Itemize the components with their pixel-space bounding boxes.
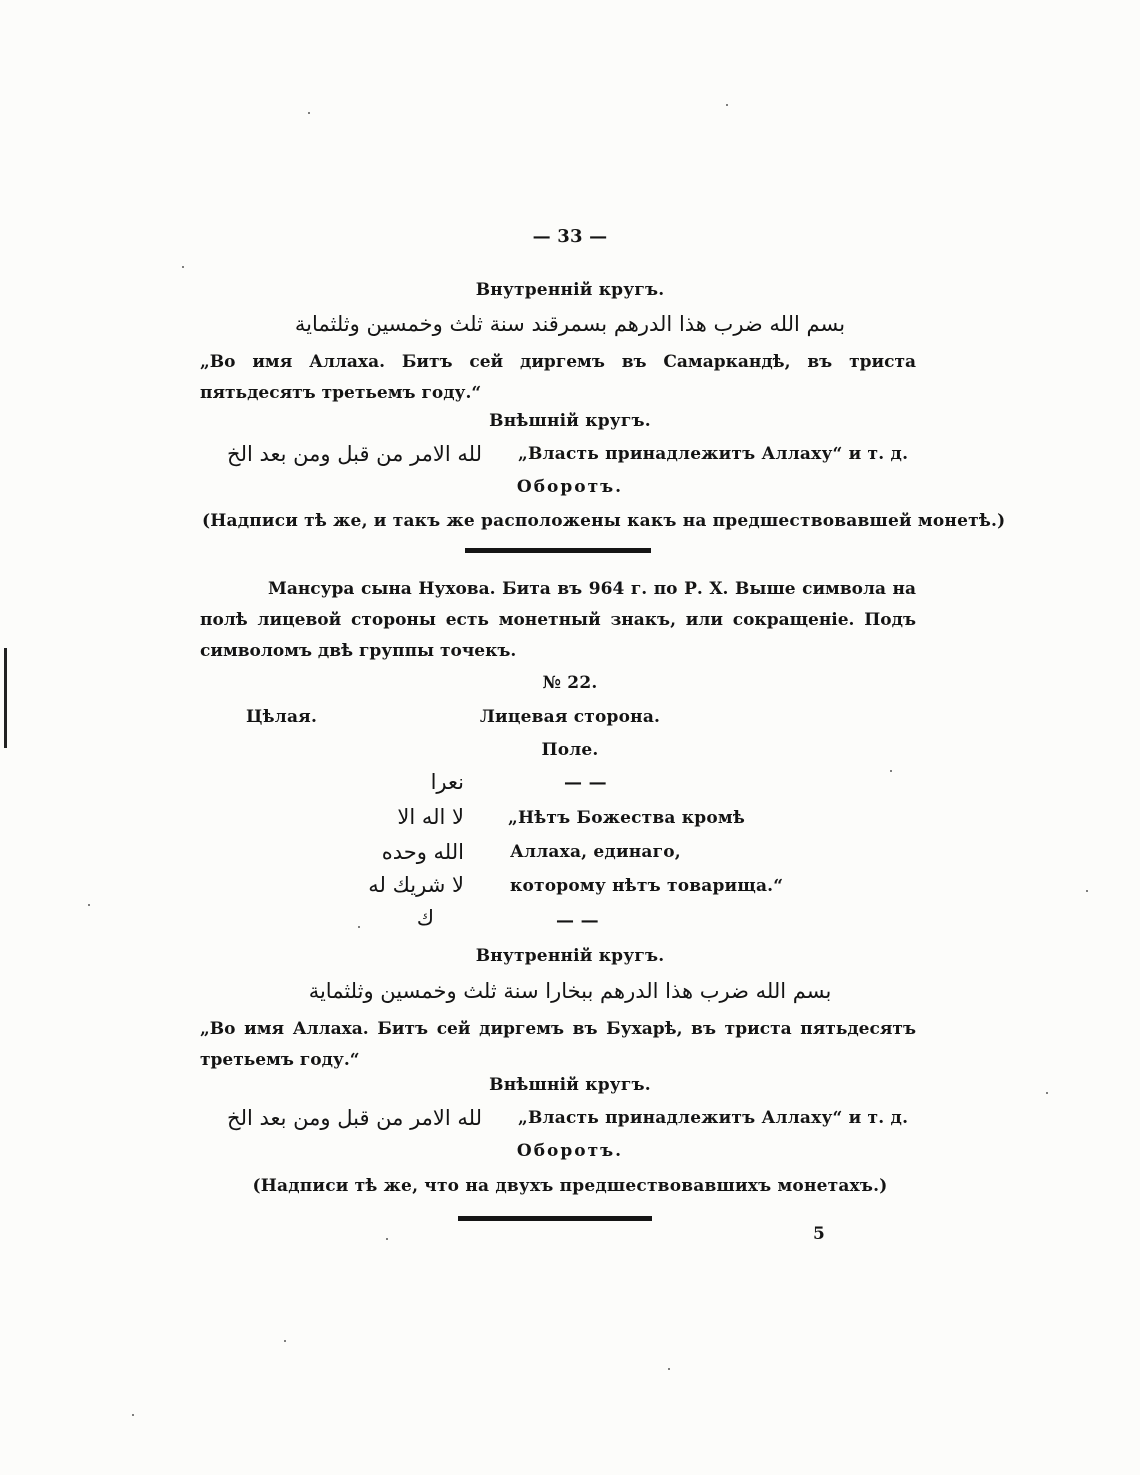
section-divider [465, 548, 651, 553]
scan-speck [308, 112, 310, 114]
field-arabic-row-3: الله وحده [381, 840, 464, 864]
reverse-note: (Надписи тѣ же, и такъ же расположены какъ на предшествовавшей монетѣ.) [202, 511, 1006, 531]
field-translation-row-4: которому нѣтъ товарища.“ [510, 876, 784, 896]
inner-circle-arabic-2: بسم الله ضرب هذا الدرهم ببخارا سنة ثلث وخمسين وثلثماية [308, 979, 832, 1003]
field-arabic-row-5: ك [416, 906, 434, 930]
scan-speck [182, 266, 184, 268]
inner-circle-heading-2: Внутренній кругъ. [475, 946, 665, 966]
outer-circle-heading: Внѣшній кругъ. [489, 411, 651, 431]
outer-circle-heading-2: Внѣшній кругъ. [489, 1075, 651, 1095]
field-translation-row-1: — — [564, 772, 607, 793]
outer-circle-translation: „Власть принадлежитъ Аллаху“ и т. д. [518, 444, 909, 464]
field-translation-row-5: — — [556, 910, 599, 931]
closing-rule [458, 1216, 652, 1221]
scan-speck [386, 1238, 388, 1240]
field-translation-row-3: Аллаха, единаго, [510, 842, 681, 862]
inner-circle-arabic: بسم الله ضرب هذا الدرهم بسمرقند سنة ثلث وخمسين وثلثماية [294, 312, 846, 336]
signature-mark: 5 [813, 1224, 826, 1244]
scan-speck [1046, 1092, 1048, 1094]
outer-circle-arabic: لله الامر من قبل ومن بعد الخ [227, 442, 482, 466]
coin-number: № 22. [542, 673, 598, 693]
coin-condition: Цѣлая. [246, 707, 318, 727]
scan-speck [1086, 890, 1088, 892]
obverse-heading: Лицевая сторона. [479, 707, 661, 727]
outer-circle-arabic-2: لله الامر من قبل ومن بعد الخ [227, 1106, 482, 1130]
reverse-note-2: (Надписи тѣ же, что на двухъ предшествовавшихъ монетахъ.) [252, 1176, 888, 1196]
scan-speck [88, 904, 90, 906]
page-number: — 33 — [532, 226, 608, 247]
scan-speck [890, 770, 892, 772]
reverse-heading: Оборотъ. [516, 477, 624, 497]
field-arabic-row-2: لا اله الا [397, 805, 464, 829]
field-arabic-row-1: نعرا [430, 770, 464, 794]
outer-circle-translation-2: „Власть принадлежитъ Аллаху“ и т. д. [518, 1108, 909, 1128]
field-heading: Поле. [541, 740, 599, 760]
scan-speck [358, 926, 360, 928]
field-arabic-row-4: لا شريك له [368, 873, 464, 897]
coin-description: Мансура сына Нухова. Бита въ 964 г. по Р. Х. Выше символа на полѣ лицевой стороны есть монетный знакъ, или сокращеніе. Подъ символомъ двѣ группы точекъ. [200, 579, 916, 661]
scan-edge-mark [4, 648, 7, 748]
inner-circle-translation-2: „Во имя Аллаха. Битъ сей диргемъ въ Бухарѣ, въ триста пятьдесятъ третьемъ году.“ [200, 1019, 916, 1070]
inner-circle-heading: Внутренній кругъ. [475, 280, 665, 300]
field-translation-row-2: „Нѣтъ Божества кромѣ [508, 808, 745, 828]
scan-speck [132, 1414, 134, 1416]
scan-speck [668, 1368, 670, 1370]
inner-circle-translation: „Во имя Аллаха. Битъ сей диргемъ въ Самаркандѣ, въ триста пятьдесятъ третьемъ году.“ [200, 352, 916, 403]
scan-speck [726, 104, 728, 106]
scan-speck [284, 1340, 286, 1342]
reverse-heading-2: Оборотъ. [516, 1141, 624, 1161]
